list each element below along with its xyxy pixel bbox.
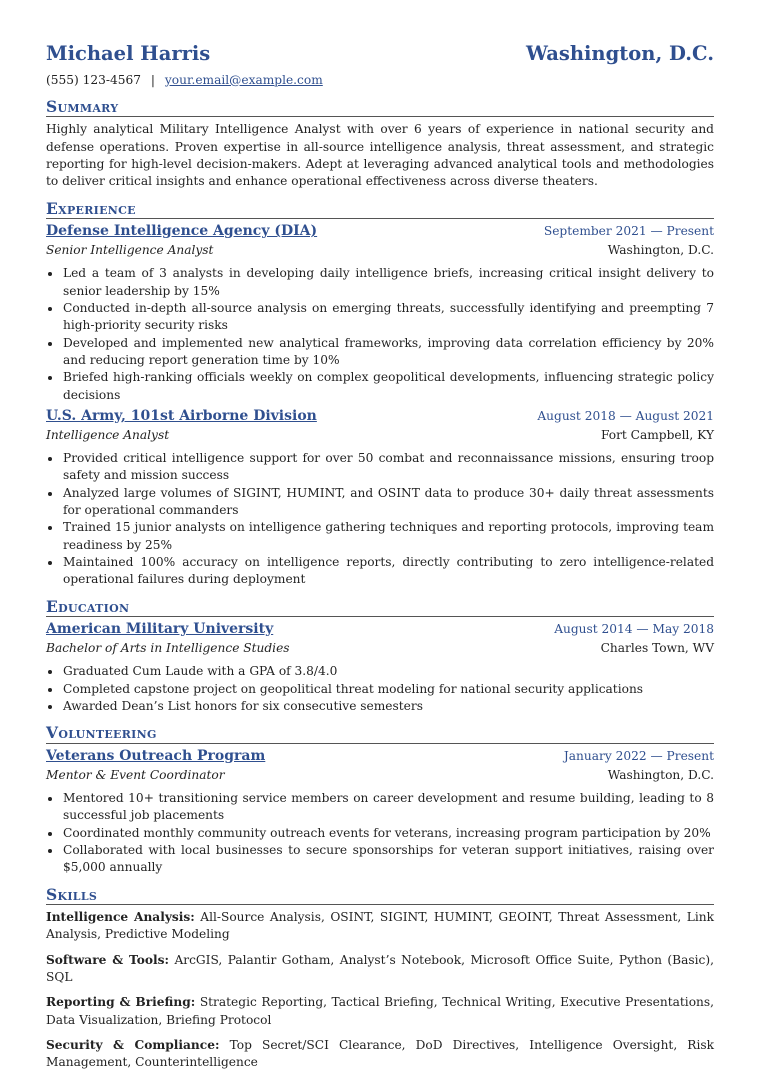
entry-dates: August 2018 — August 2021 — [537, 408, 714, 423]
list-item: • Mentored 10+ transitioning service members on career development and resume building, leading to 8 successful job placements — [62, 790, 714, 825]
skill-list: Top Secret/SCI Clearance, DoD Directives, Intelligence Oversight, Risk Management, Counterintelligence — [46, 1037, 715, 1070]
entry-dates: August 2014 — May 2018 — [554, 622, 714, 637]
candidate-name: Michael Harris — [46, 42, 211, 65]
skill-category: Reporting & Briefing: — [46, 995, 196, 1010]
skill-category: Software & Tools: — [46, 952, 169, 967]
section-title-skills: Skills — [46, 885, 714, 905]
entry-bullet-list — [46, 450, 714, 589]
skill-row — [46, 909, 714, 944]
entry-organization[interactable]: Veterans Outreach Program — [46, 747, 266, 764]
skill-list: ArcGIS, Palantir Gotham, Analyst’s Notebook, Microsoft Office Suite, Python (Basic), SQL — [46, 952, 715, 984]
skill-list: All-Source Analysis, OSINT, SIGINT, HUMINT, GEOINT, Threat Assessment, Link Analysis, Predictive Modeling — [46, 909, 715, 942]
entry-organization[interactable]: Defense Intelligence Agency (DIA) — [46, 223, 318, 240]
education-entry — [46, 620, 714, 715]
volunteering-entry — [46, 747, 714, 877]
list-item: • Collaborated with local businesses to secure sponsorships for veteran support initiatives, raising over $5,000 annually — [62, 842, 714, 877]
skill-category: Intelligence Analysis: — [46, 909, 195, 924]
summary-text: Highly analytical Military Intelligence Analyst with over 6 years of experience in national security and defense operations. Proven expertise in all-source intelligence analysis, threat assessment, and strategic reporting for high-level decision-makers. Adept at leveraging advanced analytical tools and methodologies to deliver critical insights and enhance operational effectiveness across diverse theaters. — [46, 122, 714, 189]
list-item: • Awarded Dean’s List honors for six consecutive semesters — [62, 698, 714, 715]
entry-location: Charles Town, WV — [600, 640, 714, 655]
entry-role: Senior Intelligence Analyst — [46, 242, 214, 257]
list-item: • Briefed high-ranking officials weekly on complex geopolitical developments, influencing strategic policy decisions — [62, 369, 714, 404]
entry-location: Washington, D.C. — [607, 242, 714, 257]
entry-role: Mentor & Event Coordinator — [46, 767, 225, 782]
email-link[interactable]: your.email@example.com — [164, 72, 323, 87]
entry-dates: January 2022 — Present — [563, 748, 714, 763]
list-item: • Led a team of 3 analysts in developing daily intelligence briefs, increasing critical insight delivery to senior leadership by 15% — [62, 265, 714, 300]
entry-organization[interactable]: American Military University — [46, 621, 274, 638]
resume-header — [46, 40, 714, 68]
entry-role: Intelligence Analyst — [46, 427, 170, 442]
phone-number: (555) 123-4567 — [46, 72, 142, 87]
entry-location: Fort Campbell, KY — [600, 427, 714, 442]
entry-location: Washington, D.C. — [607, 767, 714, 782]
list-item: • Completed capstone project on geopolitical threat modeling for national security applications — [62, 681, 714, 698]
list-item: • Developed and implemented new analytical frameworks, improving data correlation efficiency by 20% and reducing report generation time by 10% — [62, 335, 714, 370]
list-item: • Provided critical intelligence support for over 50 combat and reconnaissance missions, ensuring troop safety and mission success — [62, 450, 714, 485]
skill-row — [46, 994, 714, 1029]
section-title-summary: Summary — [46, 97, 714, 117]
section-title-education: Education — [46, 597, 714, 617]
entry-bullet-list — [46, 663, 714, 715]
list-item: • Conducted in-depth all-source analysis on emerging threats, successfully identifying and preempting 7 high-priority security risks — [62, 300, 714, 335]
entry-organization[interactable]: U.S. Army, 101st Airborne Division — [46, 407, 317, 424]
experience-entry — [46, 222, 714, 404]
list-item: • Graduated Cum Laude with a GPA of 3.8/4.0 — [62, 663, 714, 680]
experience-entry — [46, 407, 714, 589]
contact-line — [46, 72, 714, 89]
contact-separator: | — [150, 72, 156, 87]
list-item: • Maintained 100% accuracy on intelligence reports, directly contributing to zero intelligence-related operational failures during deployment — [62, 554, 714, 589]
entry-bullet-list — [46, 265, 714, 404]
entry-dates: September 2021 — Present — [543, 224, 714, 239]
list-item: • Analyzed large volumes of SIGINT, HUMINT, and OSINT data to produce 30+ daily threat assessments for operational commanders — [62, 485, 714, 520]
list-item: • Coordinated monthly community outreach events for veterans, increasing program participation by 20% — [62, 825, 714, 842]
section-title-volunteering: Volunteering — [46, 723, 714, 743]
entry-role: Bachelor of Arts in Intelligence Studies — [46, 640, 290, 655]
skill-list: Strategic Reporting, Tactical Briefing, Technical Writing, Executive Presentations, Data Visualization, Briefing Protocol — [46, 995, 715, 1027]
entry-bullet-list — [46, 790, 714, 877]
skill-row — [46, 1037, 714, 1072]
section-title-experience: Experience — [46, 199, 714, 219]
skill-row — [46, 952, 714, 987]
skill-category: Security & Compliance: — [46, 1037, 220, 1052]
list-item: • Trained 15 junior analysts on intelligence gathering techniques and reporting protocols, improving team readiness by 25% — [62, 519, 714, 554]
candidate-location: Washington, D.C. — [526, 42, 714, 65]
